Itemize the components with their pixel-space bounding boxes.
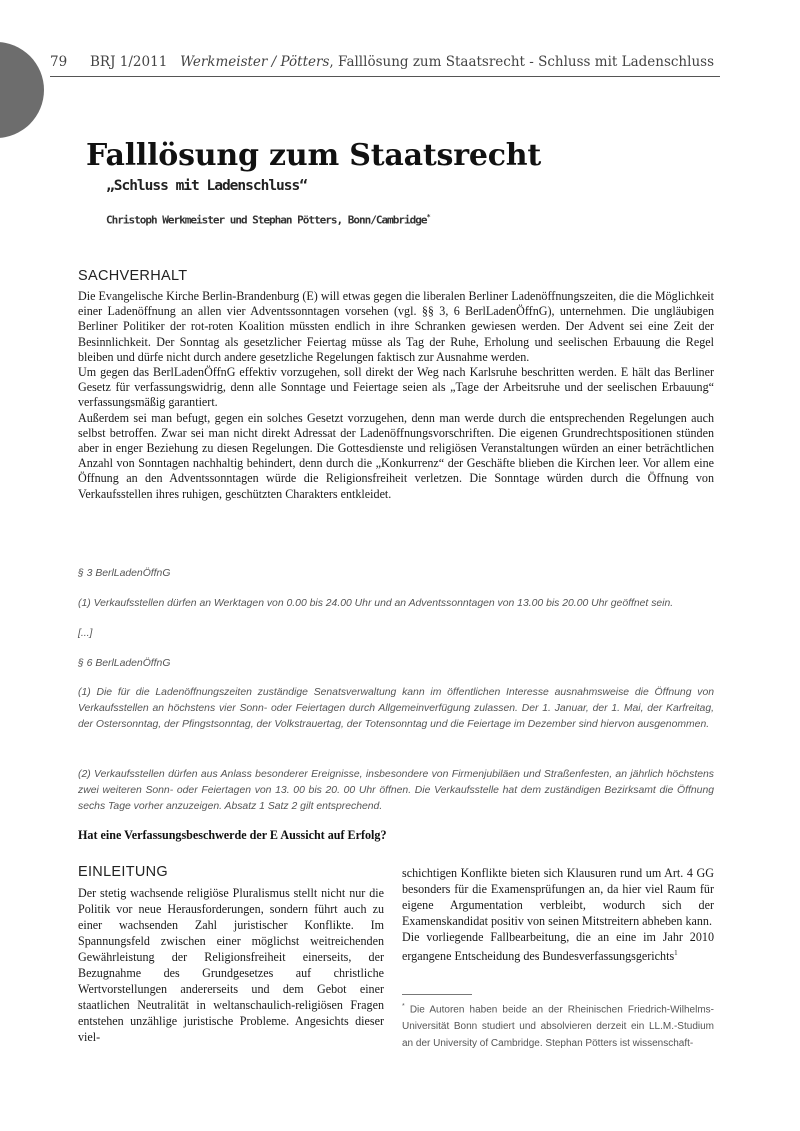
case-question: Hat eine Verfassungsbeschwerde der E Aussicht auf Erfolg? (78, 828, 387, 842)
statute-s6-heading: § 6 BerlLadenÖffnG (78, 658, 171, 669)
statute-s6-para1: (1) Die für die Ladenöffnungszeiten zuständige Senatsverwaltung kann im öffentlichen Interesse ausnahmsweise die Öffnung von Verkaufsstellen an höchstens vier Sonn- oder Feiertagen durch Allgemeinverfügung zulassen. Der 1. Januar, der 1. Mai, der Karfreitag, der Ostersonntag, der Pfingstsonntag, der Volkstrauertag, der Totensonntag und die Feiertage im Dezember sind hiervon ausgenommen. (78, 687, 714, 730)
einleitung-left-column (78, 885, 384, 1045)
article-title: Falllösung zum Staatsrecht (86, 138, 542, 173)
article-subtitle: „Schluss mit Ladenschluss“ (106, 178, 307, 194)
statute-s6-para2: (2) Verkaufsstellen dürfen aus Anlass besonderer Ereignisse, insbesondere von Firmenjubiläen und Straßenfesten, an jährlich höchstens zwei weiteren Sonn- oder Feiertagen von 13. 00 bis 20. 00 Uhr öffnen. Die Verkaufsstelle hat dem zuständigen Bezirksamt die Öffnung sechs Tage vorher anzuzeigen. Absatz 1 Satz 2 gilt entsprechend. (78, 769, 714, 812)
einleitung-paragraph-text: Die vorliegende Fallbearbeitung, die an eine im Jahr 2010 ergangene Entscheidung des Bundesverfassungsgerichts (402, 930, 714, 964)
sachverhalt-body (78, 289, 714, 502)
einleitung-right-column (402, 865, 714, 964)
sachverhalt-paragraph: Außerdem sei man befugt, gegen ein solches Gesetzt vorzugehen, denn man werde durch die entsprechenden Regelungen auch selbst betroffen. Zwar sei man nicht direkt Adressat der Ladenöffnungsvorschriften. Die eigenen Grundrechtspositionen stünden aber in enger Beziehung zu diesen Regelungen. Die Gottesdienste und religiösen Veranstaltungen würden an einer beträchtlichen Anzahl von Sonntagen nachhaltig behindert, denn durch die „Konkurrenz“ der Geschäfte blieben die Kirchen leer. Vor allem eine Öffnung an den Adventssonntagen würde die Religionsfreiheit verletzen. Die Sonntage würden durch die Öffnung von Verkaufsstellen ihres ruhigen, geschützten Charakters entkleidet. (78, 410, 714, 501)
footnote (402, 998, 714, 1052)
running-article-title: , Falllösung zum Staatsrecht - Schluss mit Ladenschluss (329, 54, 714, 70)
footnote-mark: * (402, 1003, 405, 1010)
einleitung-paragraph: schichtigen Konflikte bieten sich Klausuren rund um Art. 4 GG besonders für die Examensprüfungen an, da hier viel Raum für eigene Argumentation verbleibt, wodurch sich der Examenskandidat positiv von seinen Mitstreitern abheben kann. (402, 866, 714, 928)
section-heading-sachverhalt: SACHVERHALT (78, 268, 188, 284)
statute-s3-para1: (1) Verkaufsstellen dürfen an Werktagen von 0.00 bis 24.00 Uhr und an Adventssonntagen von 13.00 bis 20.00 Uhr geöffnet sein. (78, 598, 674, 609)
section-heading-einleitung: EINLEITUNG (78, 864, 169, 880)
authors-footnote-mark: * (426, 213, 430, 221)
running-title (180, 54, 714, 70)
article-authors (106, 213, 430, 227)
sachverhalt-paragraph: Um gegen das BerlLadenÖffnG effektiv vorzugehen, soll direkt der Weg nach Karlsruhe beschritten werden. E hält das Berliner Gesetz für verfassungswidrig, denn alle Sonntage und Feiertage seien als „Tage der Arbeitsruhe und der seelischen Erbauung“ verfassungsmäßig garantiert. (78, 365, 714, 410)
running-authors: Werkmeister / Pötters (180, 54, 330, 70)
einleitung-paragraph: Der stetig wachsende religiöse Pluralismus stellt nicht nur die Politik vor neue Herausforderungen, sondern führt auch zu einer wachsenden Zahl juristischer Konflikte. Im Spannungsfeld zwischen einer möglichst weitreichenden Gewährleistung der Religionsfreiheit einerseits, der Bezugnahme des Grundgesetzes auf christliche Wertvorstellungen andererseits und dem Gebot einer staatlichen Neutralität in weltanschaulich-religiösen Fragen entstehen unzählige juristische Probleme. Angesichts dieser viel- (78, 886, 384, 1044)
statute-ellipsis: [...] (78, 628, 93, 639)
page-corner-tab (0, 42, 44, 138)
einleitung-paragraph (402, 929, 714, 964)
footnote-divider (402, 994, 472, 995)
sachverhalt-paragraph: Die Evangelische Kirche Berlin-Brandenburg (E) will etwas gegen die liberalen Berliner Ladenöffnungszeiten, die die Möglichkeit einer Ladenöffnung an allen vier Adventssonntagen vorsehen (vgl. §§ 3, 6 BerlLadenÖffnG), unternehmen. Die ungläubigen Berliner Politiker der rot-roten Koalition müssten endlich in ihre Schranken gewiesen werden. Der Advent sei eine Zeit der Besinnlichkeit. Der Sonntag als gesetzlicher Feiertag müsse als Tag der Ruhe, Erholung und seelischen Erbauung die Regel bleiben und dürfe nicht durch andere gesetzliche Regelungen faktisch zur Ausnahme werden. (78, 289, 714, 364)
footnote-ref-1: 1 (674, 949, 678, 957)
footnote-text: Die Autoren haben beide an der Rheinischen Friedrich-Wilhelms-Universität Bonn studiert und absolvieren derzeit ein LL.M.-Studium an der University of Cambridge. Stephan Pötters ist wissenschaft- (402, 1004, 714, 1050)
statute-s3-heading: § 3 BerlLadenÖffnG (78, 568, 171, 579)
authors-names: Christoph Werkmeister und Stephan Pötters, Bonn/Cambridge (106, 213, 427, 227)
journal-issue: BRJ 1/2011 (90, 54, 168, 70)
page-number: 79 (50, 54, 68, 70)
running-head (50, 54, 720, 77)
